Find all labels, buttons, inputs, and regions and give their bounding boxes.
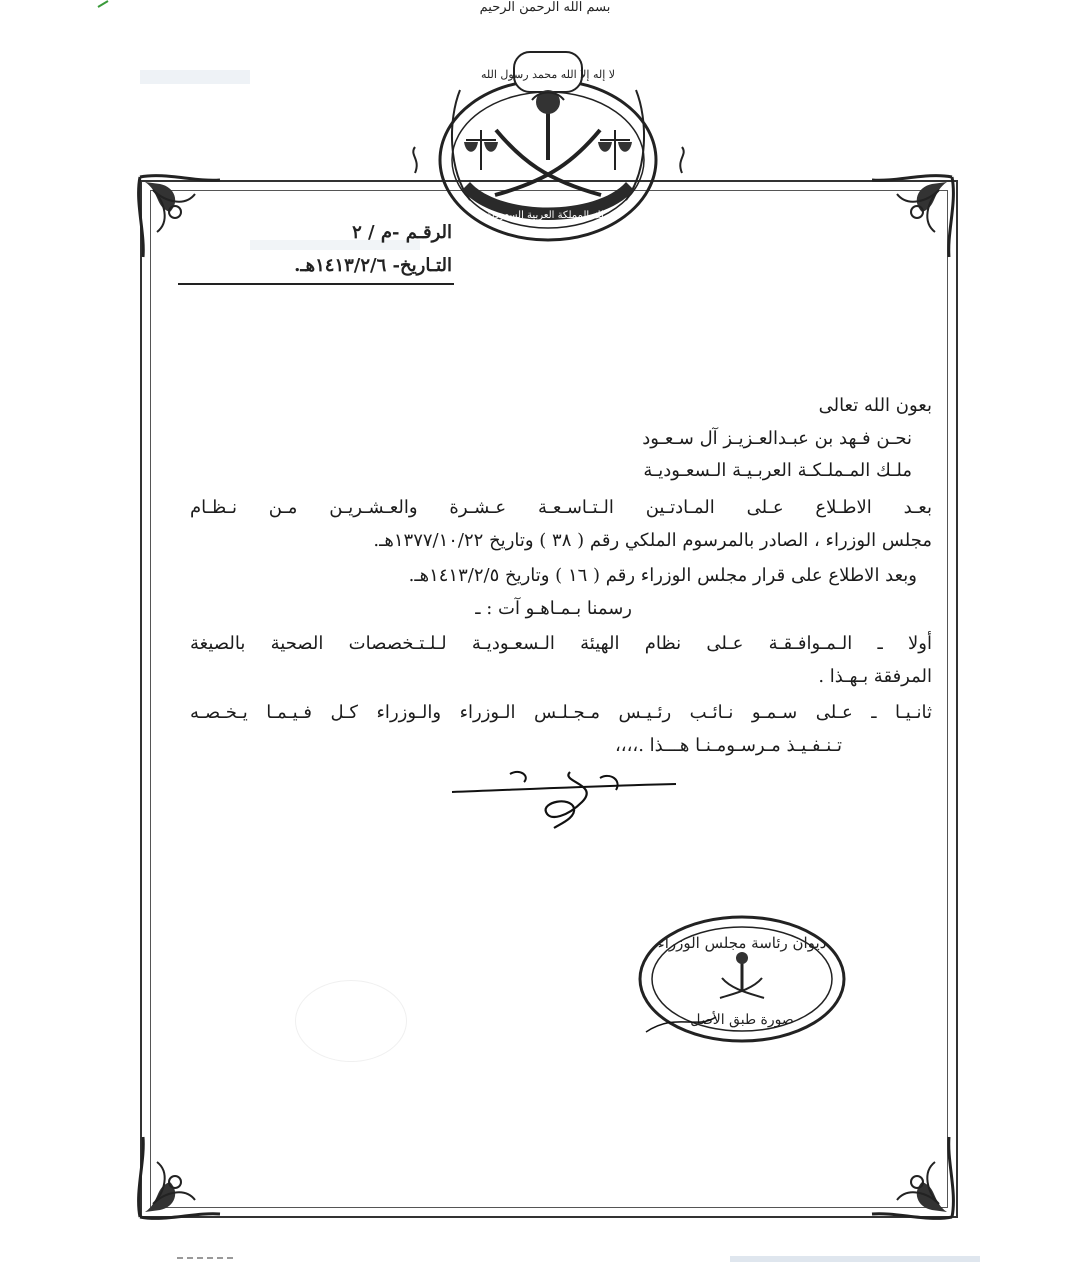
- issuer-name: نحـن فـهد بن عبـدالعـزيـز آل سـعـود: [642, 428, 912, 449]
- stamp-text-top: ديوان رئاسة مجلس الوزراء: [657, 934, 827, 952]
- preamble-1-line-2: مجلس الوزراء ، الصادر بالمرسوم الملكي رقم ( ٣٨ ) وتاريخ ١٣٧٧/١٠/٢٢هـ.: [373, 530, 932, 551]
- preamble-1-line-1: بعـد الاطـلاع عـلى المـادتـين الـتـاسـعـة عـشـرة والعـشـريـن مـن نـظـام: [190, 497, 932, 518]
- article-1-line-2: المرفقة بـهـذا .: [818, 666, 932, 687]
- royal-signature: [450, 762, 680, 832]
- article-2-line-1: ثانـيـا ـ عـلى سـمـو نـائـب رئـيـس مـجـلـس الـوزراء والـوزراء كـل فـيـمـا يـخـصـه: [190, 702, 932, 723]
- issuer-title: ملـك المـملـكـة العربـيـة الـسعـوديـة: [643, 460, 912, 481]
- emblem-inscription-bottom: ملك المملكة العربية السعودية: [486, 210, 610, 221]
- article-1-line-1: أولا ـ الـمـوافـقـة عـلى نظام الهيئة الـسعـوديـة لـلـتـخصصات الصحية بالصيغة: [190, 633, 932, 654]
- stamp-text-bottom: صورة طبق الأصل: [690, 1012, 794, 1028]
- bleed-through-seal: [295, 980, 407, 1062]
- decreed-line: رسمنا بـمـاهـو آت : ـ: [475, 598, 632, 619]
- opening-line: بعون الله تعالى: [818, 395, 932, 416]
- reference-date: التـاريخ- ١٤١٣/٢/٦هـ.: [294, 255, 452, 276]
- article-2-line-2: تـنـفـيـذ مـرسـومـنـا هـــذا .،،،،: [614, 735, 842, 756]
- preamble-2: وبعد الاطلاع على قرار مجلس الوزراء رقم ( ١٦ ) وتاريخ ١٤١٣/٢/٥هـ.: [408, 565, 917, 586]
- footer-bleed-marks: [175, 1254, 235, 1262]
- footer-bleed-marks: [730, 1250, 990, 1262]
- basmala: بسم الله الرحمن الرحيم: [479, 0, 611, 15]
- official-stamp: [636, 912, 848, 1047]
- reference-number: الرقـم -م / ٢: [352, 222, 452, 243]
- emblem-inscription-top: لا إله إلا الله محمد رسول الله: [480, 68, 616, 81]
